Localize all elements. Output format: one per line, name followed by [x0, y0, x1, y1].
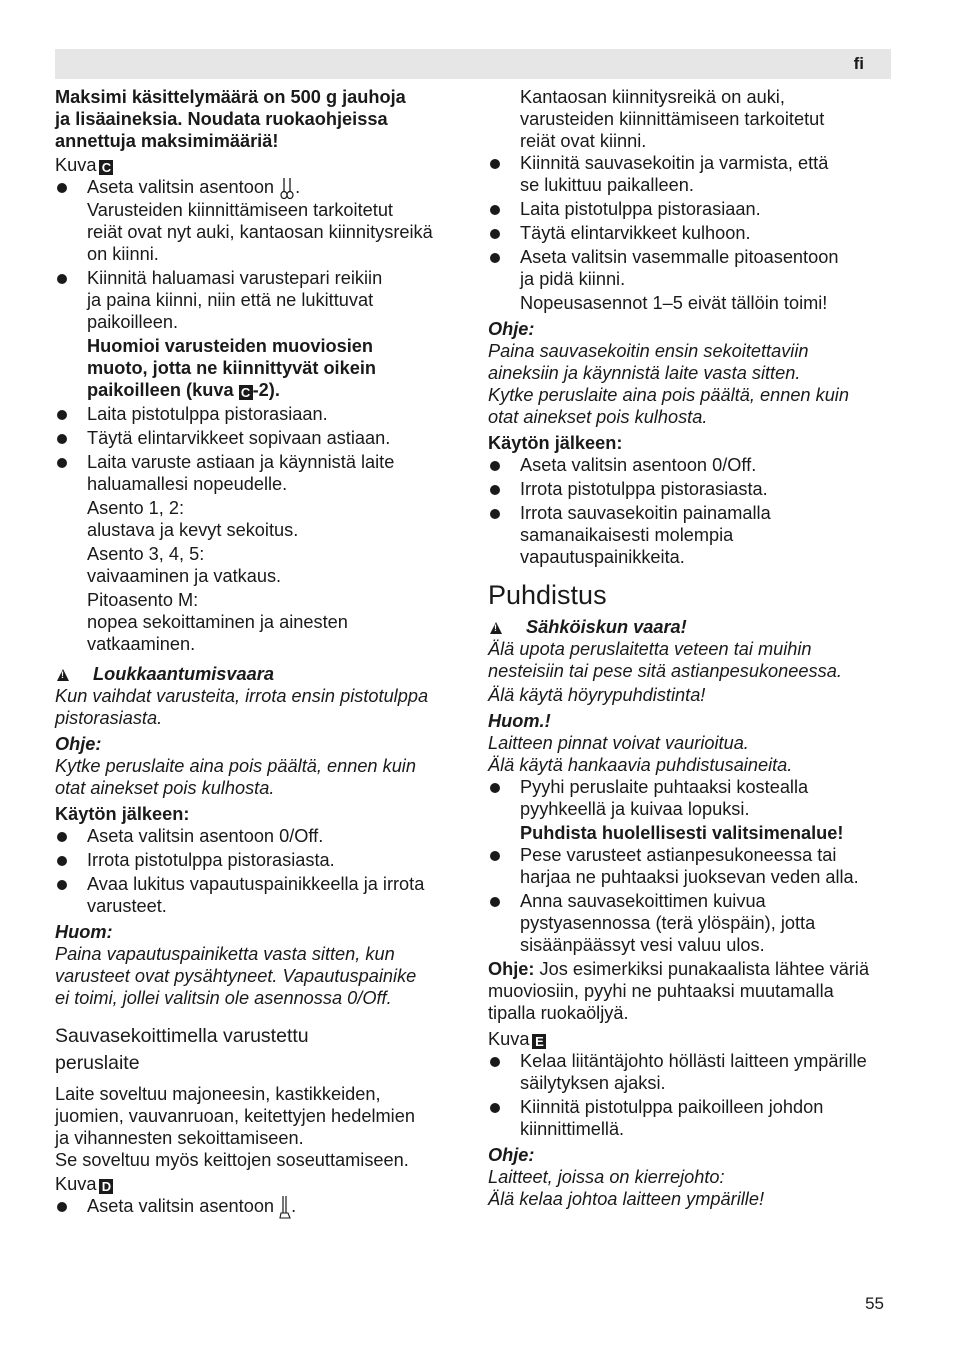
figure-badge-d: D: [99, 1179, 113, 1194]
blender-steps-cont: [488, 152, 893, 314]
after-use-steps: [55, 825, 460, 917]
intro-bold-note: Maksimi käsittelymäärä on 500 g jauhoja ja lisäaineksia. Noudata ruokaohjeissa annettuja maksimimääriä!: [55, 87, 406, 151]
figure-badge-c: C: [99, 160, 113, 175]
list-item: Irrota pistotulppa pistorasiasta.: [55, 849, 460, 871]
list-item: Kelaa liitäntäjohto höllästi laitteen ympärille säilytyksen ajaksi.: [488, 1050, 893, 1094]
warning-triangle-icon: [57, 669, 69, 681]
after-use-title: Käytön jälkeen:: [55, 804, 190, 824]
figure-ref-e: Kuva E: [488, 1028, 893, 1050]
list-item: Aseta valitsin vasemmalle pitoasentoon ja pidä kiinni. Nopeusasennot 1–5 eivät tällöin toimi!: [488, 246, 893, 314]
list-item: Irrota pistotulppa pistorasiasta.: [488, 478, 893, 500]
bold-note: Huomioi varusteiden muoviosien muoto, jotta ne kiinnittyvät oikein paikoilleen (kuva C -2).: [87, 336, 377, 400]
figure-badge-e: E: [532, 1034, 546, 1049]
cleaning-steps: [488, 776, 893, 956]
electric-shock-warning-title: !Sähköiskun vaara!: [488, 616, 893, 638]
after-use-steps: [488, 454, 893, 568]
list-item: Täytä elintarvikkeet sopivaan astiaan.: [55, 427, 460, 449]
note-text: Kytke peruslaite aina pois päältä, ennen kuin otat ainekset pois kulhosta.: [55, 756, 416, 798]
list-item: Kiinnitä haluamasi varustepari reikiin ja paina kiinni, niin että ne lukittuvat paikoilleen. Huomioi varusteiden muoviosien muoto, jotta ne kiinnittyvät oikein paikoilleen (kuva C -2).: [55, 267, 460, 401]
note-text: Laitteet, joissa on kierrejohto: Älä kelaa johtoa laitteen ympärille!: [488, 1167, 765, 1209]
caution-title: Huom.!: [488, 711, 551, 731]
list-item: Kiinnitä sauvasekoitin ja varmista, että se lukittuu paikalleen.: [488, 152, 893, 196]
caution-text: Laitteen pinnat voivat vaurioitua. Älä käytä hankaavia puhdistusaineita.: [488, 733, 793, 775]
electric-shock-warning-text: Älä upota peruslaitetta veteen tai muihin nesteisiin tai pese sitä astianpesukoneessa. Älä käytä höyrypuhdistinta!: [488, 639, 842, 705]
blender-description: Laite soveltuu majoneesin, kastikkeiden, juomien, vauvanruoan, keitettyjen hedelmien ja vihannesten sekoittamiseen. Se soveltuu myös keittojen soseuttamiseen.: [55, 1084, 415, 1170]
list-item: Pese varusteet astianpesukoneessa tai harjaa ne puhtaaksi juoksevan veden alla.: [488, 844, 893, 888]
continued-text: Kantaosan kiinnitysreikä on auki, varusteiden kiinnittämiseen tarkoitetut reiät ovat kiinni.: [520, 87, 825, 151]
list-item: Irrota sauvasekoitin painamalla samanaikaisesti molempia vapautuspainikkeita.: [488, 502, 893, 568]
list-item: Pyyhi peruslaite puhtaaksi kostealla pyyhkeellä ja kuivaa lopuksi. Puhdista huolellisesti valitsimenalue!: [488, 776, 893, 844]
section-heading-cleaning: Puhdistus: [488, 580, 607, 610]
assembly-steps: [55, 176, 460, 655]
blender-steps: [55, 1195, 460, 1219]
storage-steps: [488, 1050, 893, 1140]
note-text: Paina sauvasekoitin ensin sekoitettaviin aineksiin ja käynnistä laite vasta sitten. Kytke peruslaite aina pois päältä, ennen kuin otat ainekset pois kulhosta.: [488, 341, 849, 427]
list-item: Avaa lukitus vapautuspainikkeella ja irrota varusteet.: [55, 873, 460, 917]
list-item: Kiinnitä pistotulppa paikoilleen johdon kiinnittimellä.: [488, 1096, 893, 1140]
whisk-position-icon: [279, 177, 295, 199]
list-item: Aseta valitsin asentoon . Varusteiden kiinnittämiseen tarkoitetut reiät ovat nyt auki, kantaosan kiinnitysreikä on kiinni.: [55, 176, 460, 265]
list-item: Laita varuste astiaan ja käynnistä laite haluamallesi nopeudelle. Asento 1, 2: alustava ja kevyt sekoitus. Asento 3, 4, 5: vaivaaminen ja vatkaus. Pitoasento M: nopea sekoittaminen ja ainesten vatkaaminen.: [55, 451, 460, 655]
figure-ref-c: Kuva C: [55, 154, 460, 176]
warning-triangle-icon: [490, 622, 502, 634]
list-item: Laita pistotulppa pistorasiaan.: [55, 403, 460, 425]
figure-ref-d: Kuva D: [55, 1173, 460, 1195]
language-header-bar: [55, 49, 891, 79]
list-item: Täytä elintarvikkeet kulhoon.: [488, 222, 893, 244]
blender-position-icon: [279, 1195, 291, 1219]
note-title: Ohje:: [488, 319, 535, 339]
section-heading-blender: Sauvasekoittimella varustettu peruslaite: [55, 1025, 309, 1074]
list-item: Anna sauvasekoittimen kuivua pystyasennossa (terä ylöspäin), jotta sisäänpäässyt vesi valuu ulos.: [488, 890, 893, 956]
injury-warning-title: !Loukkaantumisvaara: [55, 663, 460, 685]
caution-text: Paina vapautuspainiketta vasta sitten, kun varusteet ovat pysähtyneet. Vapautuspainike ei toimi, jollei valitsin ole asennossa 0/Off.: [55, 944, 417, 1008]
page-number: 55: [865, 1294, 884, 1313]
list-item: Aseta valitsin asentoon 0/Off.: [488, 454, 893, 476]
figure-badge-c: C: [239, 385, 253, 400]
caution-title: Huom:: [55, 922, 113, 942]
after-use-title: Käytön jälkeen:: [488, 433, 623, 453]
list-item: Aseta valitsin asentoon .: [55, 1195, 460, 1219]
right-column: [488, 86, 893, 1210]
list-item: Laita pistotulppa pistorasiaan.: [488, 198, 893, 220]
left-column: [55, 86, 460, 1219]
list-item: Aseta valitsin asentoon 0/Off.: [55, 825, 460, 847]
injury-warning-text: Kun vaihdat varusteita, irrota ensin pistotulppa pistorasiasta.: [55, 686, 429, 728]
oil-tip: Ohje: Jos esimerkiksi punakaalista lähtee väriä muoviosiin, pyyhi ne puhtaaksi muutamalla tipalla ruokaöljyä.: [488, 959, 870, 1023]
note-title: Ohje:: [488, 1145, 535, 1165]
language-code: fi: [853, 54, 864, 73]
note-title: Ohje:: [55, 734, 102, 754]
